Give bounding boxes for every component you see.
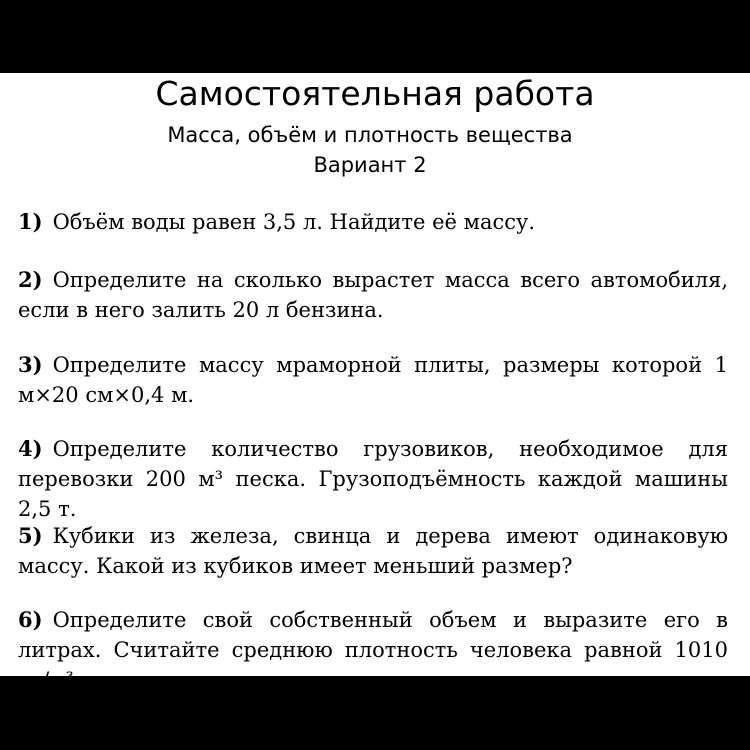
task-number: 1) xyxy=(18,209,43,234)
task-item xyxy=(18,207,728,237)
page-subtitle: Масса, объём и плотность вещества xyxy=(167,123,573,147)
task-item xyxy=(18,350,728,410)
task-number: 3) xyxy=(18,352,43,377)
task-item xyxy=(18,265,728,325)
task-item xyxy=(18,434,728,524)
task-text: Определите количество грузовиков, необходимое для перевозки 200 м³ песка. Грузоподъёмность каждой машины 2,5 т. xyxy=(18,437,728,521)
task-item xyxy=(18,521,728,581)
page-title: Самостоятельная работа xyxy=(155,74,595,113)
task-number: 2) xyxy=(18,267,43,292)
task-text: Определите на сколько вырастет масса всего автомобиля, если в него залить 20 л бензина. xyxy=(18,268,728,322)
task-number: 4) xyxy=(18,436,43,461)
task-text: Объём воды равен 3,5 л. Найдите её массу. xyxy=(52,210,536,234)
task-number: 6) xyxy=(18,607,43,632)
worksheet-page xyxy=(0,73,750,692)
variant-label: Вариант 2 xyxy=(313,153,427,177)
task-text: Определите свой собственный объем и выразите его в литрах. Считайте среднюю плотность человека равной 1010 кг/м³. xyxy=(18,608,728,692)
task-item xyxy=(18,605,728,695)
task-number: 5) xyxy=(18,523,43,548)
task-text: Кубики из железа, свинца и дерева имеют одинаковую массу. Какой из кубиков имеет меньший размер? xyxy=(18,524,728,578)
task-text: Определите массу мраморной плиты, размеры которой 1 м×20 см×0,4 м. xyxy=(18,353,728,407)
